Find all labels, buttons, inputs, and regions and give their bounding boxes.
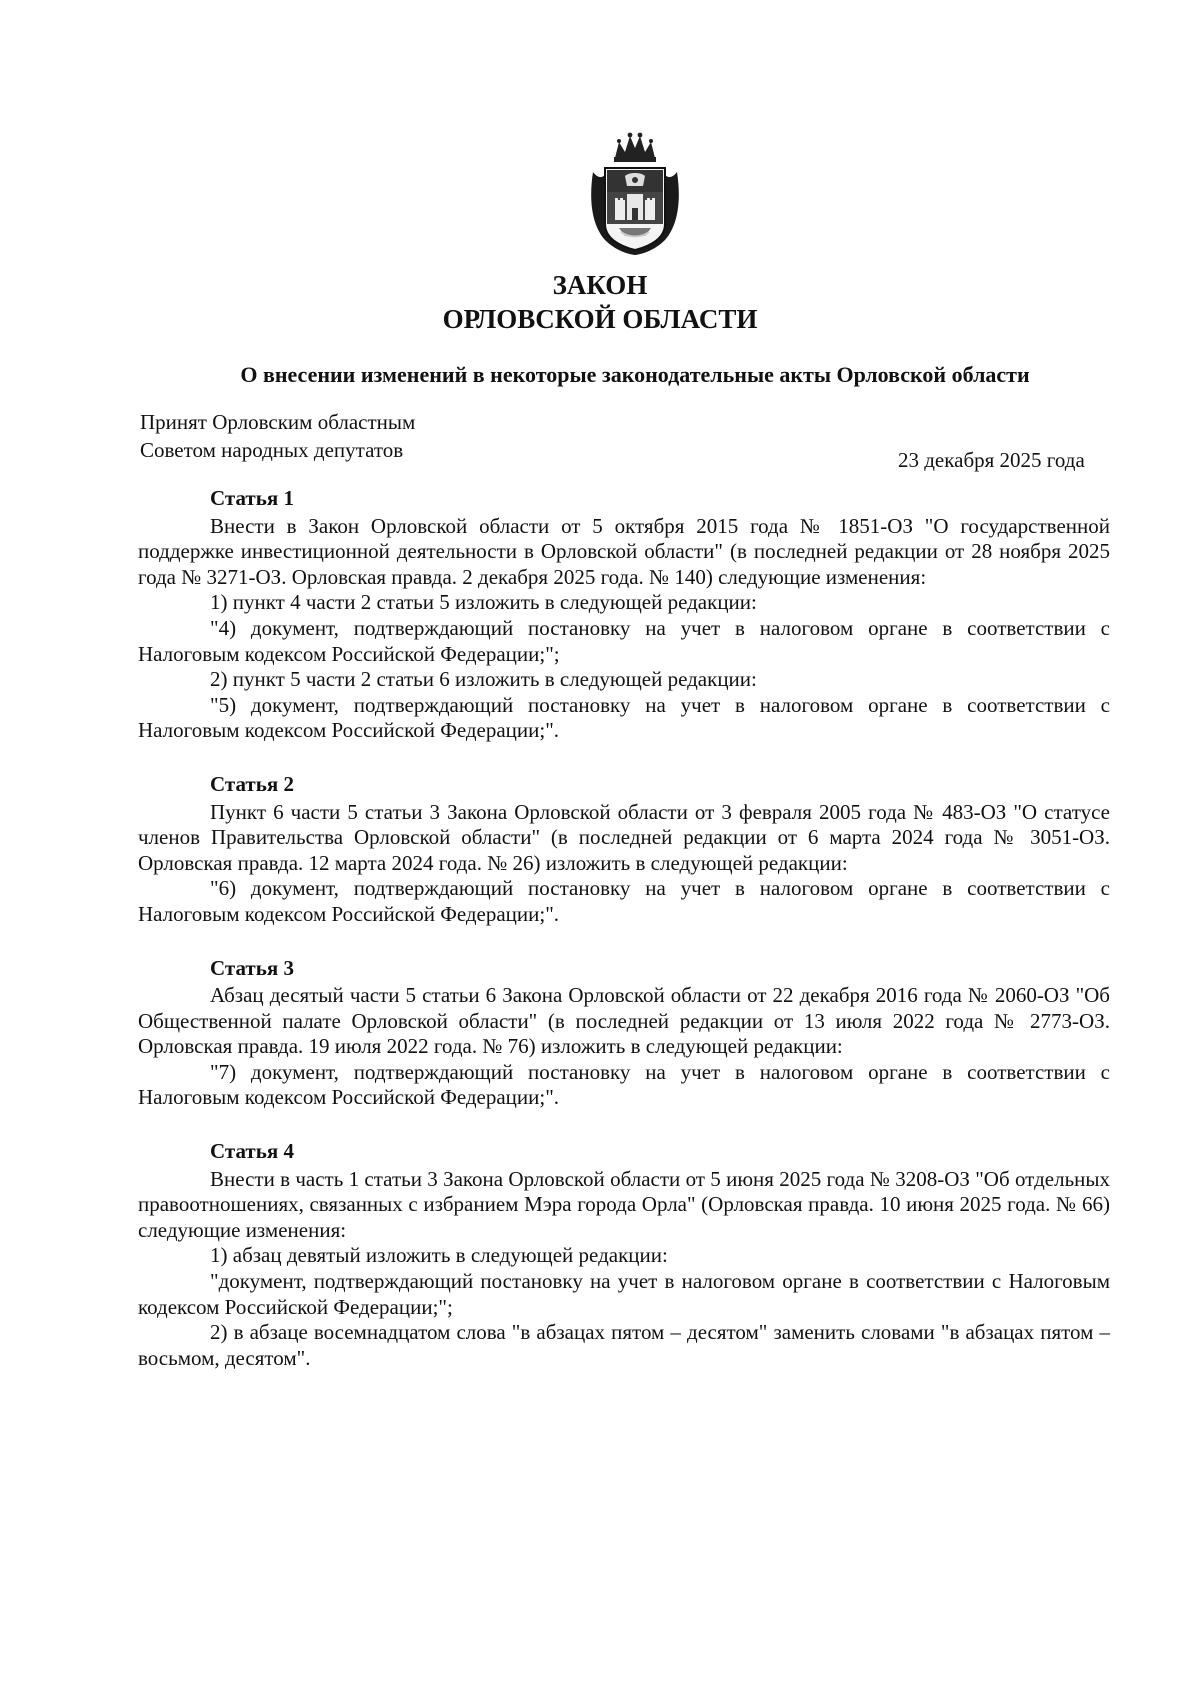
article-2 — [138, 772, 1110, 928]
paragraph: "7) документ, подтверждающий постановку на учет в налоговом органе в соответствии с Налоговым кодексом Российской Федерации;". — [138, 1059, 1110, 1110]
paragraph: 1) абзац девятый изложить в следующей редакции: — [210, 1243, 668, 1268]
law-subject: О внесении изменений в некоторые законодательные акты Орловской области — [240, 362, 1030, 387]
paragraph: Внести в часть 1 статьи 3 Закона Орловской области от 5 июня 2025 года № 3208-ОЗ "Об отдельных правоотношениях, связанных с избранием Мэра города Орла" (Орловская правда. 10 июня 2025 года. № 66) следующие изменения: — [138, 1166, 1110, 1242]
adoption-line-1: Принят Орловским областным — [140, 410, 416, 434]
article-3 — [138, 956, 1110, 1112]
article-heading: Статья 1 — [210, 486, 294, 510]
paragraph: "5) документ, подтверждающий постановку на учет в налоговом органе в соответствии с Налоговым кодексом Российской Федерации;". — [138, 692, 1110, 743]
paragraph: "документ, подтверждающий постановку на учет в налоговом органе в соответствии с Налоговым кодексом Российской Федерации;"; — [138, 1269, 1110, 1319]
article-heading: Статья 2 — [210, 771, 294, 796]
coat-of-arms-icon — [585, 128, 685, 256]
adoption-date: 23 декабря 2025 года — [898, 448, 1085, 472]
law-title — [0, 268, 1200, 336]
law-word: ЗАКОН — [552, 270, 648, 300]
article-1 — [138, 486, 1110, 744]
article-heading: Статья 4 — [210, 1139, 294, 1164]
paragraph: "4) документ, подтверждающий постановку на учет в налоговом органе в соответствии с Налоговым кодексом Российской Федерации;"; — [138, 615, 1110, 666]
article-4 — [138, 1139, 1110, 1371]
paragraph: Пункт 6 части 5 статьи 3 Закона Орловской области от 3 февраля 2005 года № 483-ОЗ "О статусе членов Правительства Орловской области" (в последней редакции от 6 марта 2024 года № 3051-ОЗ. Орловская правда. 12 марта 2024 года. № 26) изложить в следующей редакции: — [138, 799, 1110, 875]
adoption-line-2: Советом народных депутатов — [140, 438, 404, 462]
paragraph: 2) в абзаце восемнадцатом слова "в абзацах пятом – десятом" заменить словами "в абзацах пятом – восьмом, десятом". — [138, 1320, 1110, 1370]
paragraph: 2) пункт 5 части 2 статьи 6 изложить в следующей редакции: — [210, 667, 757, 692]
paragraph: Внести в Закон Орловской области от 5 октября 2015 года № 1851-ОЗ "О государственной поддержке инвестиционной деятельности в Орловской области" (в последней редакции от 28 ноября 2025 года № 3271-ОЗ. Орловская правда. 2 декабря 2025 года. № 140) следующие изменения: — [138, 513, 1110, 589]
paragraph: Абзац десятый части 5 статьи 6 Закона Орловской области от 22 декабря 2016 года № 2060-ОЗ "Об Общественной палате Орловской области" (в последней редакции от 13 июля 2022 года № 2773-ОЗ. Орловская правда. 19 июля 2022 года. № 76) изложить в следующей редакции: — [138, 983, 1110, 1059]
law-body — [138, 486, 1110, 1371]
paragraph: 1) пункт 4 части 2 статьи 5 изложить в следующей редакции: — [210, 590, 757, 615]
adoption-info — [140, 408, 415, 464]
article-heading: Статья 3 — [210, 955, 294, 980]
region-name: ОРЛОВСКОЙ ОБЛАСТИ — [442, 304, 758, 334]
paragraph: "6) документ, подтверждающий постановку на учет в налоговом органе в соответствии с Налоговым кодексом Российской Федерации;". — [138, 876, 1110, 926]
